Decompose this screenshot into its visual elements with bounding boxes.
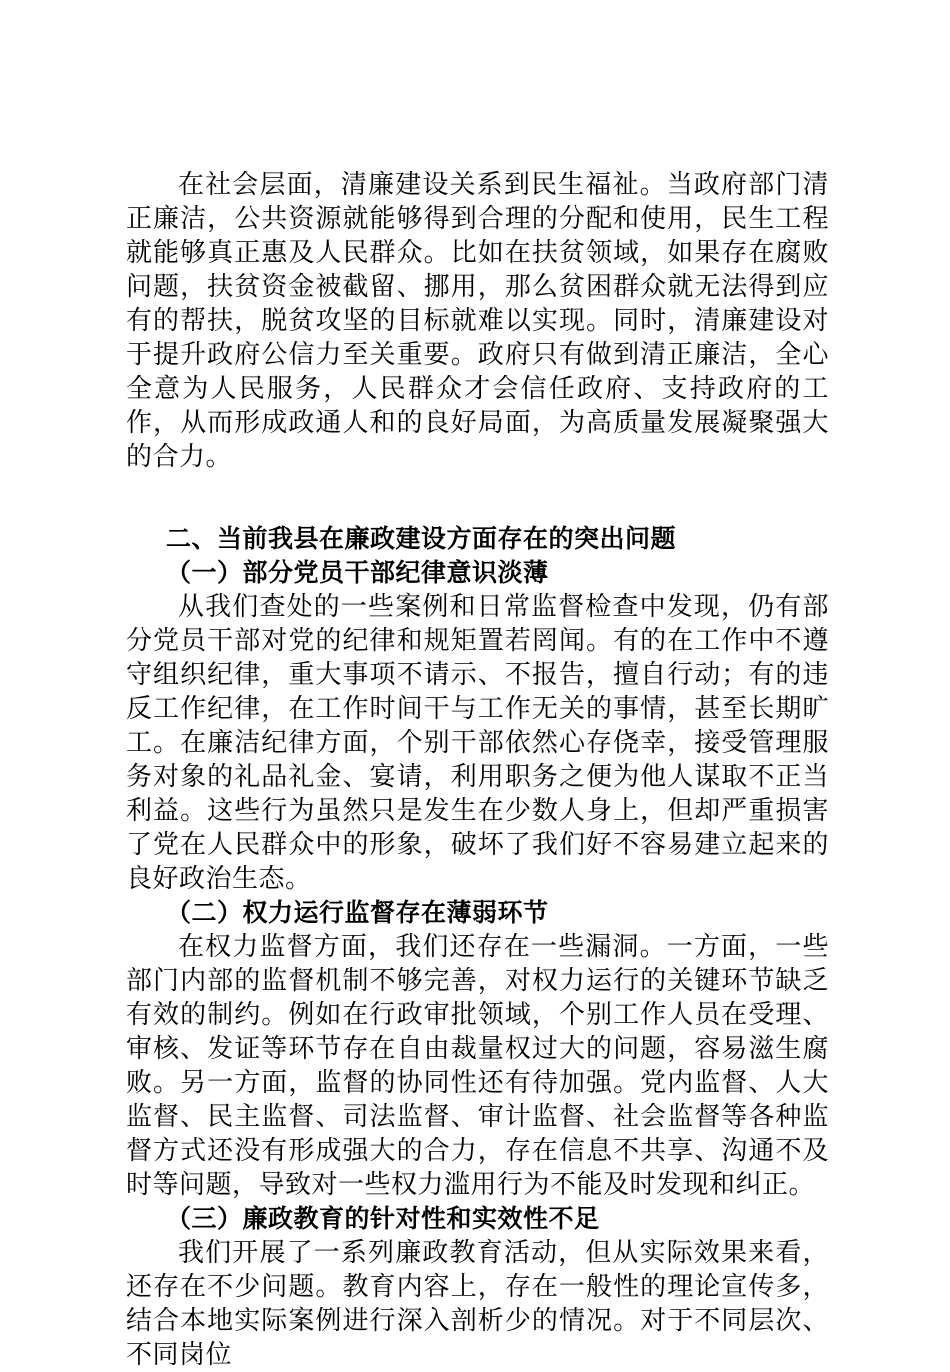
subheading-education: （三）廉政教育的针对性和实效性不足 [166, 1204, 600, 1233]
subheading-supervision: （二）权力运行监督存在薄弱环节 [166, 898, 549, 927]
paragraph-supervision: 在权力监督方面，我们还存在一些漏洞。一方面，一些部门内部的监督机制不够完善，对权力运行的关键环节缺乏有效的制约。例如在行政审批领域，个别工作人员在受理、审核、发证等环节存在自由裁量权过大的问题，容易滋生腐败。另一方面，监督的协同性还有待加强。党内监督、人大监督、民主监督、司法监督、审计监督、社会监督等各种监督方式还没有形成强大的合力，存在信息不共享、沟通不及时等问题，导致对一些权力滥用行为不能及时发现和纠正。 [126, 932, 829, 1200]
subheading-discipline: （一）部分党员干部纪律意识淡薄 [166, 558, 549, 587]
paragraph-social-level: 在社会层面，清廉建设关系到民生福祉。当政府部门清正廉洁，公共资源就能够得到合理的分配和使用，民生工程就能够真正惠及人民群众。比如在扶贫领域，如果存在腐败问题，扶贫资金被截留、挪用，那么贫困群众就无法得到应有的帮扶，脱贫攻坚的目标就难以实现。同时，清廉建设对于提升政府公信力至关重要。政府只有做到清正廉洁，全心全意为人民服务，人民群众才会信任政府、支持政府的工作，从而形成政通人和的良好局面，为高质量发展凝聚强大的合力。 [126, 170, 829, 472]
document-body [126, 168, 829, 1372]
section-spacer [126, 474, 829, 522]
section-heading-2: 二、当前我县在廉政建设方面存在的突出问题 [166, 524, 677, 553]
paragraph-discipline: 从我们查处的一些案例和日常监督检查中发现，仍有部分党员干部对党的纪律和规矩置若罔闻。有的在工作中不遵守组织纪律，重大事项不请示、不报告，擅自行动；有的违反工作纪律，在工作时间干与工作无关的事情，甚至长期旷工。在廉洁纪律方面，个别干部依然心存侥幸，接受管理服务对象的礼品礼金、宴请，利用职务之便为他人谋取不正当利益。这些行为虽然只是发生在少数人身上，但却严重损害了党在人民群众中的形象，破坏了我们好不容易建立起来的良好政治生态。 [126, 592, 829, 894]
paragraph-education: 我们开展了一系列廉政教育活动，但从实际效果来看，还存在不少问题。教育内容上，存在一般性的理论宣传多，结合本地实际案例进行深入剖析少的情况。对于不同层次、不同岗位 [126, 1238, 829, 1370]
